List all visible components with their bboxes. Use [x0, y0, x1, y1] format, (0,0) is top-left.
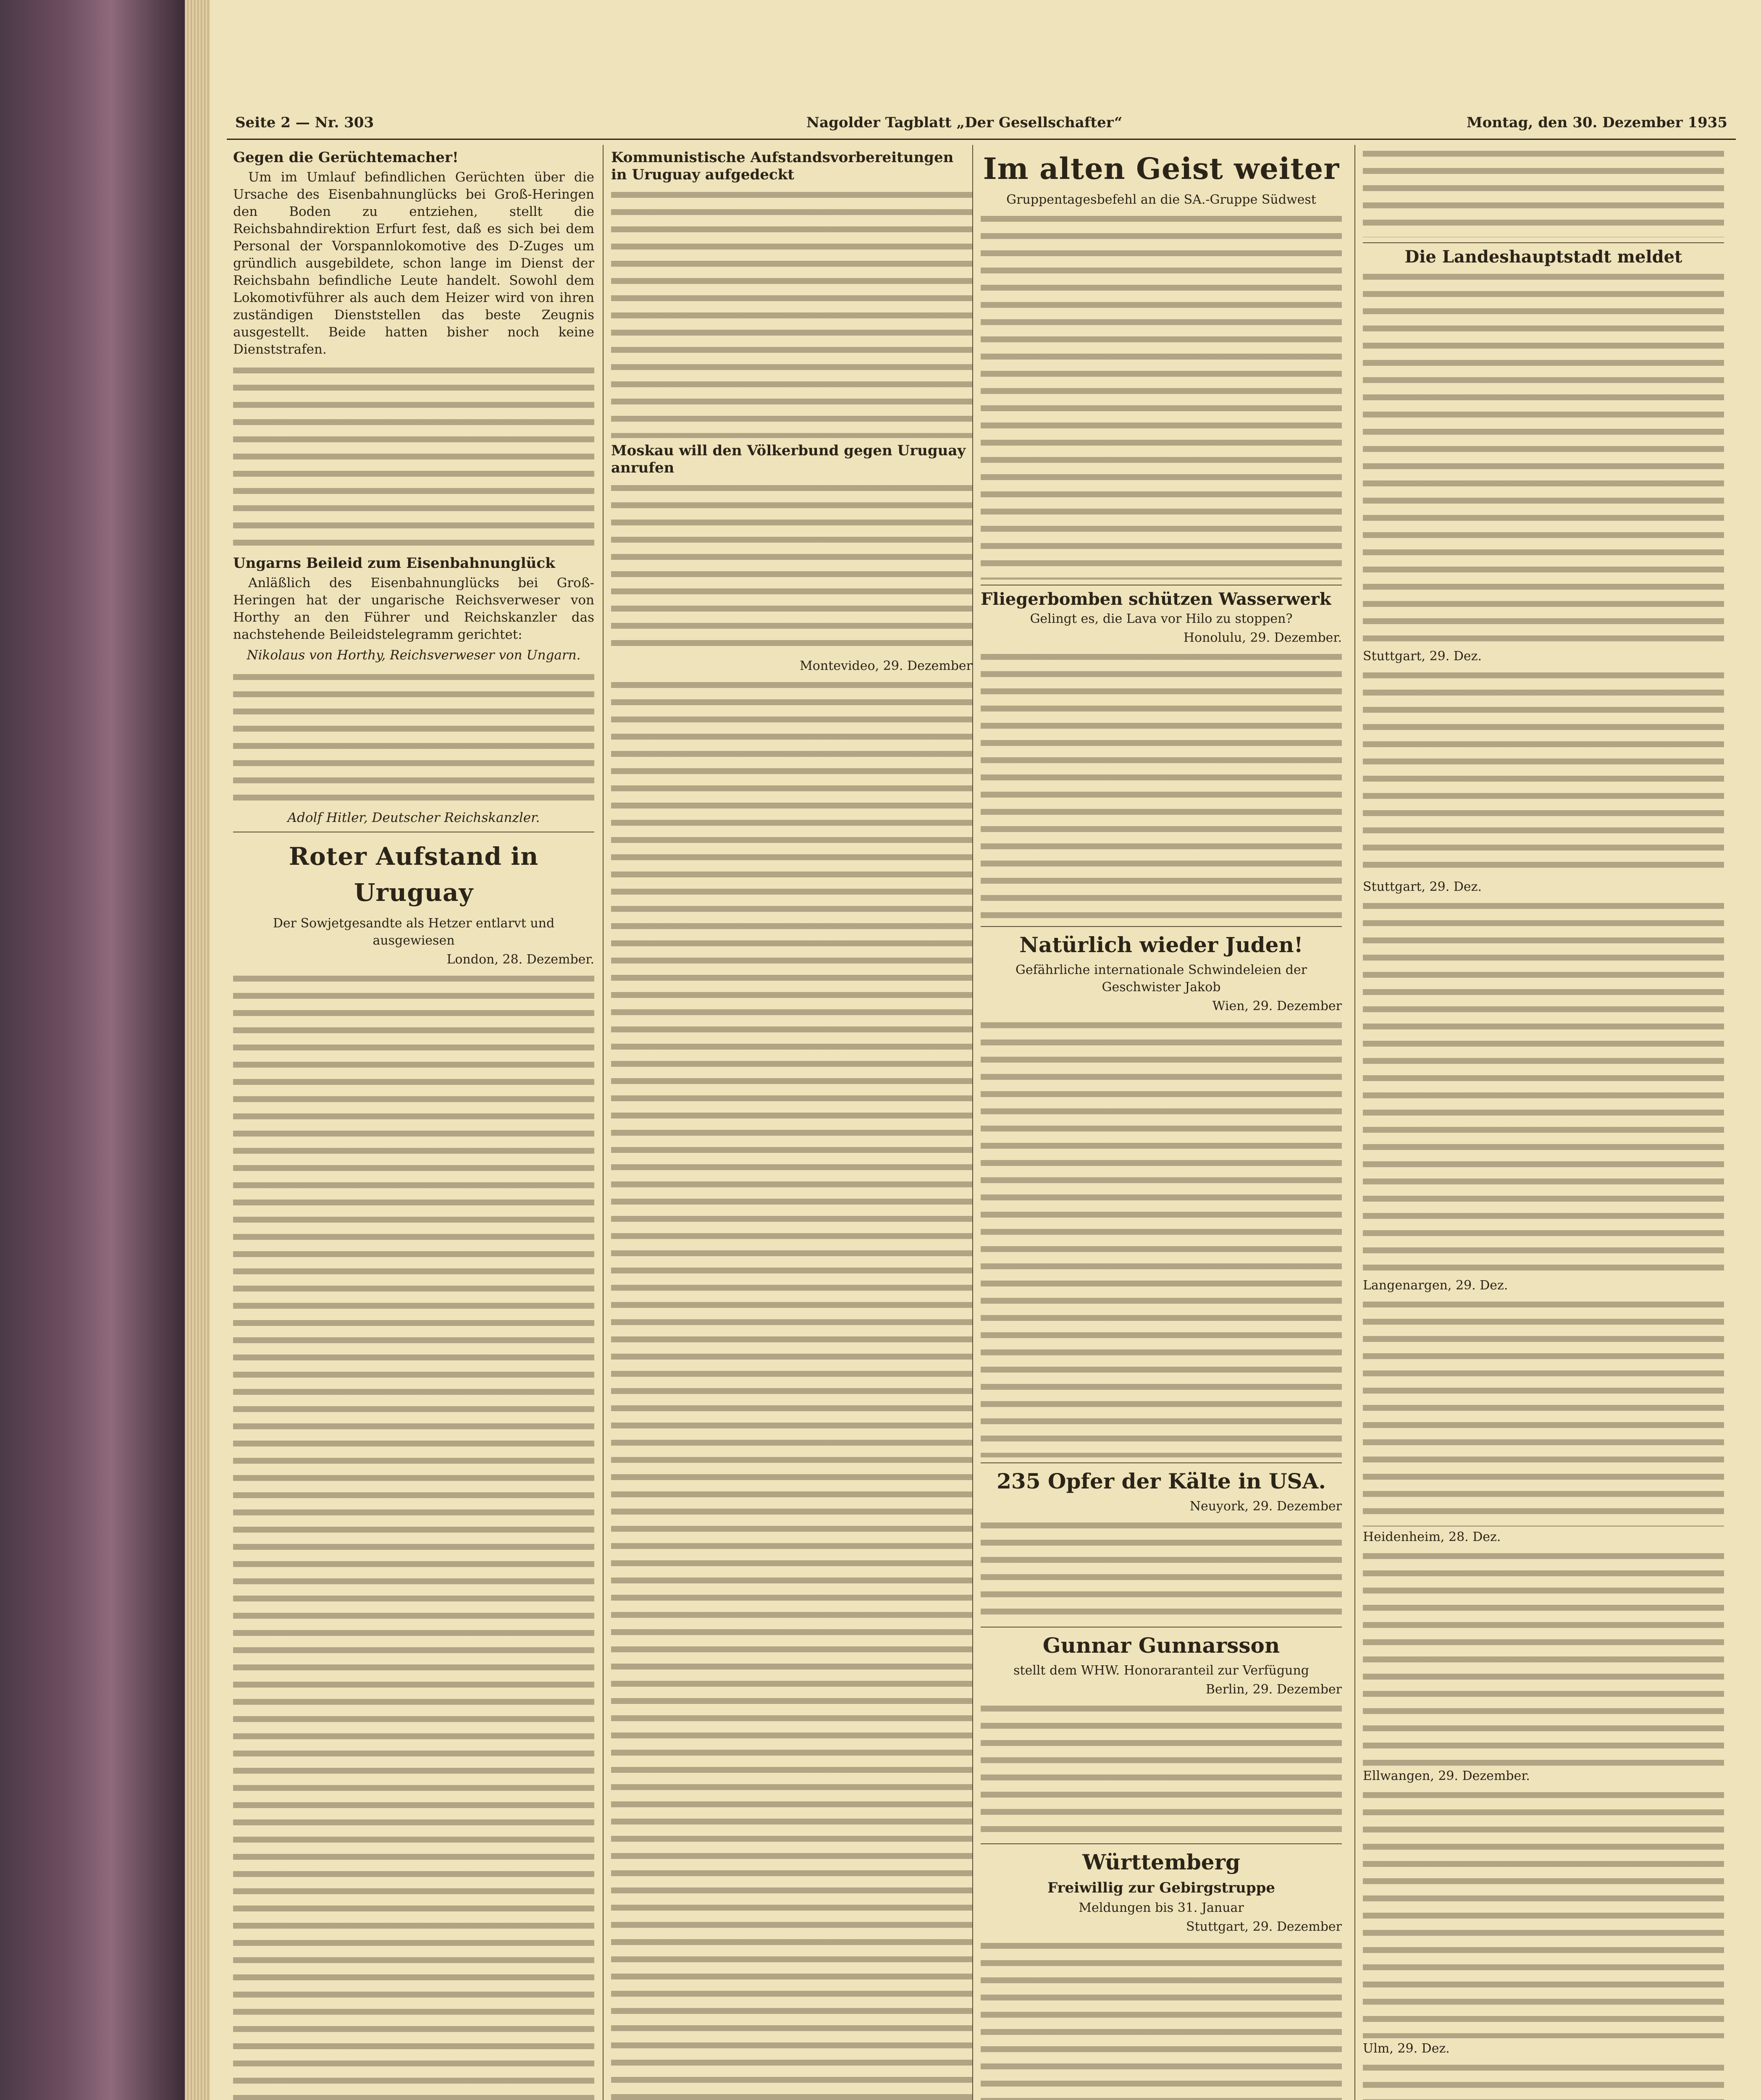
- text-block: [981, 210, 1342, 580]
- dateline: Stuttgart, 29. Dez.: [1363, 879, 1482, 894]
- article-paragraph: Anläßlich des Eisenbahnunglücks bei Groß-Heringen hat der ungarische Reichsverweser von Horthy an den Führer und Reichskanzler das nachstehende Beileidstelegramm gerichtet:: [233, 575, 594, 642]
- column-1: [233, 145, 594, 2100]
- column-2: [611, 145, 972, 2100]
- divider: [981, 926, 1342, 927]
- divider: [981, 1627, 1342, 1628]
- article-title: Roter Aufstand in Uruguay: [289, 842, 539, 907]
- dateline: Montevideo, 29. Dezember: [800, 659, 972, 673]
- dateline: Berlin, 29. Dezember: [1205, 1682, 1342, 1697]
- header-page-number: Seite 2 — Nr. 303: [235, 114, 374, 131]
- dateline: Ulm, 29. Dez.: [1363, 2041, 1450, 2056]
- article-title: 235 Opfer der Kälte in USA.: [997, 1469, 1326, 1494]
- book-binding: [0, 0, 185, 2100]
- section-title: Württemberg: [1082, 1850, 1240, 1874]
- article-subtitle: Meldungen bis 31. Januar: [1079, 1900, 1244, 1915]
- page-edge: [185, 0, 210, 2100]
- dateline: Langenargen, 29. Dez.: [1363, 1278, 1508, 1293]
- text-block: [611, 479, 972, 656]
- text-block: [981, 1700, 1342, 1838]
- text-block: [611, 186, 972, 438]
- dateline: Stuttgart, 29. Dez.: [1363, 649, 1482, 664]
- page-header: [227, 109, 1736, 139]
- article-heading: Kommunistische Aufstandsvorbereitungen in Uruguay aufgedeckt: [611, 149, 954, 183]
- text-block: [981, 648, 1342, 921]
- article-title: Im alten Geist weiter: [983, 151, 1340, 186]
- text-block: [981, 1517, 1342, 1622]
- header-date: Montag, den 30. Dezember 1935: [1467, 114, 1727, 131]
- column-divider: [1354, 145, 1355, 2100]
- text-block: [1363, 897, 1724, 1275]
- text-block: [233, 668, 594, 807]
- text-block: [1363, 1547, 1724, 1766]
- text-block: [1363, 268, 1724, 646]
- dateline: Heidenheim, 28. Dez.: [1363, 1530, 1501, 1544]
- text-block: [981, 1937, 1342, 2100]
- divider: [981, 1843, 1342, 1844]
- text-block: [981, 1016, 1342, 1457]
- dateline: Stuttgart, 29. Dezember: [1186, 1919, 1342, 1934]
- article-subtitle: Gefährliche internationale Schwindeleien der Geschwister Jakob: [1015, 963, 1307, 995]
- dateline: Ellwangen, 29. Dezember.: [1363, 1769, 1530, 1783]
- text-block: [1363, 1296, 1724, 1527]
- column-divider: [603, 145, 604, 2100]
- divider: [1363, 242, 1724, 243]
- text-block: [233, 362, 594, 551]
- signature: Nikolaus von Horthy, Reichsverweser von Ungarn.: [247, 648, 581, 663]
- article-title: Natürlich wieder Juden!: [1019, 932, 1303, 957]
- text-block: [611, 676, 972, 2100]
- article-heading: Freiwillig zur Gebirgstruppe: [1047, 1880, 1275, 1896]
- column-divider: [972, 145, 973, 2100]
- header-rule: [227, 139, 1736, 140]
- column-4: [1363, 145, 1724, 2100]
- text-block: [1363, 1786, 1724, 2038]
- text-block: [1363, 667, 1724, 877]
- article-subtitle: Gelingt es, die Lava vor Hilo zu stoppen?: [1030, 612, 1293, 626]
- article-paragraph: Um im Umlauf befindlichen Gerüchten über die Ursache des Eisenbahnunglücks bei Groß-Heringen den Boden zu entziehen, stellt die Reichsbahndirektion Erfurt fest, daß es sich bei dem Personal der Vorspannlokomotive des D-Zuges um gründlich ausgebildete, schon lange im Dienst der Reichsbahn befindliche Leute handelt. Sowohl dem Lokomotivführer als auch dem Heizer wird von ihren zuständigen Dienststellen das beste Zeugnis ausgestellt. Beide hatten bisher noch keine Dienststrafen.: [233, 170, 594, 357]
- text-block: [233, 970, 594, 2100]
- article-heading: Die Landeshauptstadt meldet: [1404, 247, 1682, 267]
- header-masthead: Nagolder Tagblatt „Der Gesellschafter“: [806, 114, 1123, 131]
- article-heading: Ungarns Beileid zum Eisenbahnunglück: [233, 555, 555, 572]
- divider: [981, 1462, 1342, 1463]
- signature: Adolf Hitler, Deutscher Reichskanzler.: [287, 810, 540, 825]
- article-subtitle: Gruppentagesbefehl an die SA.-Gruppe Südwest: [1006, 192, 1316, 207]
- newspaper-page: [210, 0, 1761, 2100]
- text-block: [1363, 2059, 1724, 2100]
- dateline: Neuyork, 29. Dezember: [1189, 1499, 1342, 1514]
- article-subtitle: stellt dem WHW. Honoraranteil zur Verfügung: [1013, 1663, 1309, 1678]
- article-heading: Fliegerbomben schützen Wasserwerk: [981, 589, 1331, 609]
- column-3: [981, 145, 1342, 2100]
- dateline: Honolulu, 29. Dezember.: [1183, 630, 1342, 645]
- article-heading: Gegen die Gerüchtemacher!: [233, 149, 459, 166]
- dateline: London, 28. Dezember.: [446, 952, 594, 967]
- dateline: Wien, 29. Dezember: [1212, 999, 1342, 1013]
- article-title: Gunnar Gunnarsson: [1042, 1633, 1280, 1658]
- text-block: [1363, 145, 1724, 237]
- article-subtitle: Der Sowjetgesandte als Hetzer entlarvt und ausgewiesen: [273, 916, 555, 948]
- article-heading: Moskau will den Völkerbund gegen Uruguay anrufen: [611, 442, 966, 476]
